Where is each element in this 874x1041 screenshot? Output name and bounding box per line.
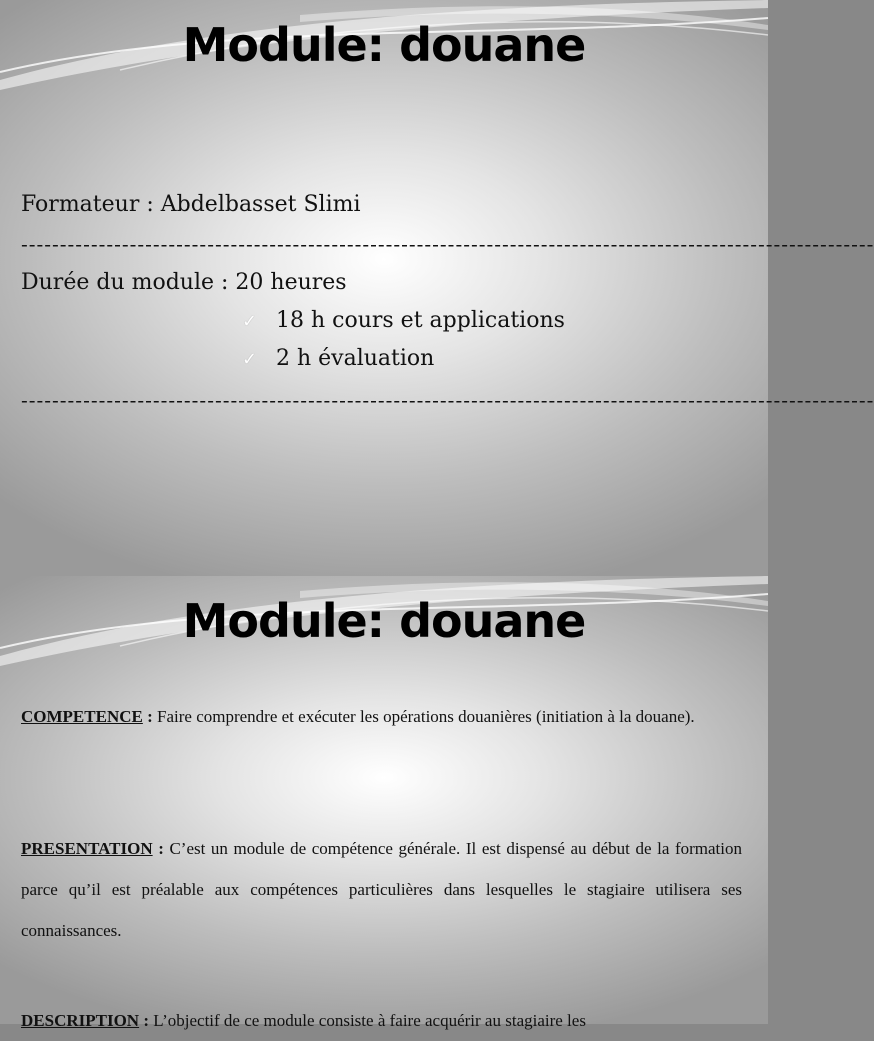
trainer-line: Formateur : Abdelbasset Slimi (21, 192, 361, 217)
competence-text: Faire comprendre et exécuter les opérations douanières (initiation à la douane). (152, 707, 695, 726)
slide-2 (0, 576, 768, 1030)
separator-line: -------------------------------------------------------------------------------------------------------------- (21, 388, 874, 412)
competence-heading: COMPETENCE (21, 707, 143, 726)
slide-title: Module: douane (182, 18, 586, 72)
checkmark-icon: ✓ (242, 349, 258, 370)
heading-colon: : (142, 707, 153, 726)
competence-paragraph (21, 696, 742, 737)
presentation-paragraph (21, 828, 742, 951)
list-item-label: 18 h cours et applications (276, 308, 565, 333)
description-heading: DESCRIPTION (21, 1011, 140, 1030)
duration-line: Durée du module : 20 heures (21, 270, 347, 295)
list-item-label: 2 h évaluation (276, 346, 435, 371)
description-text: L’objectif de ce module consiste à faire acquérir au stagiaire les (149, 1011, 586, 1030)
presentation-heading: PRESENTATION (21, 839, 153, 858)
list-item (242, 308, 565, 333)
separator-line: -------------------------------------------------------------------------------------------------------------- (21, 232, 874, 256)
checkmark-icon: ✓ (242, 311, 258, 332)
heading-colon: : (139, 1011, 150, 1030)
description-paragraph (21, 1000, 742, 1041)
slide-title: Module: douane (182, 594, 586, 648)
presentation-text: C’est un module de compétence générale. Il est dispensé au début de la formation parce qu’il est préalable aux compétences particulières dans lesquelles le stagiaire utilisera ses connaissances. (21, 839, 742, 940)
list-item (242, 346, 434, 371)
heading-colon: : (152, 839, 164, 858)
